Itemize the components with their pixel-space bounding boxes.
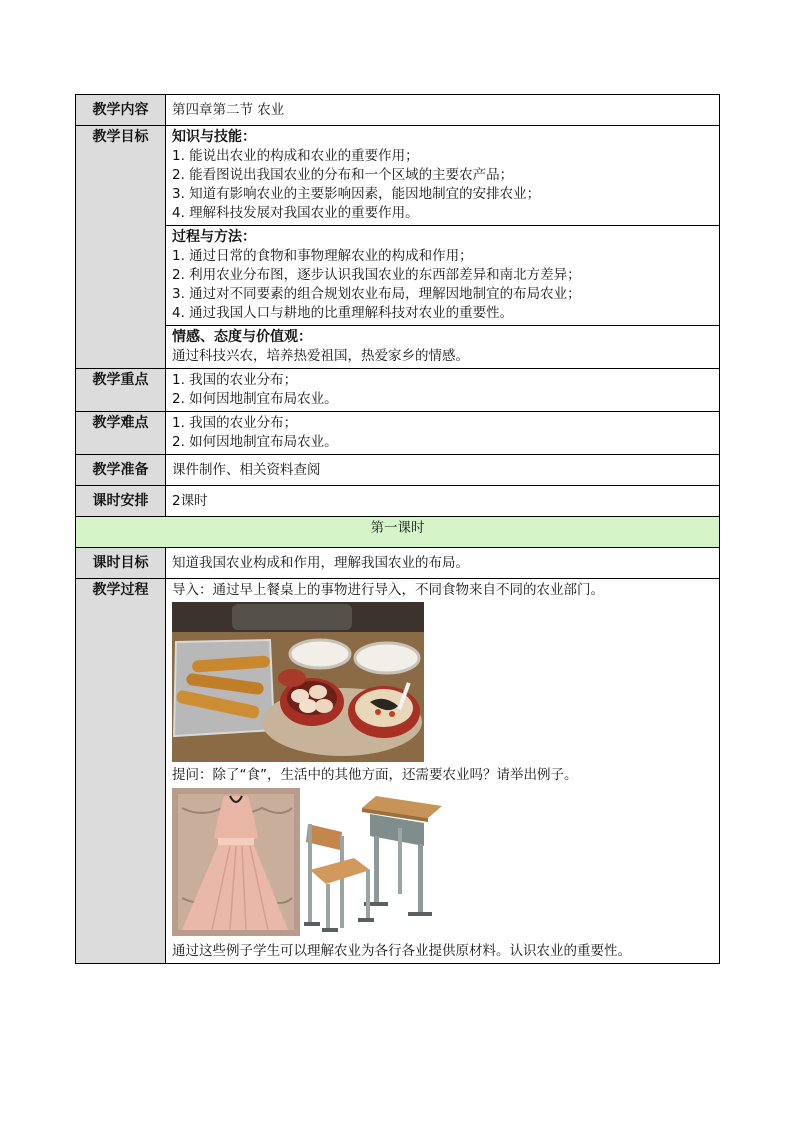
emotion-title: 情感、态度与价值观：: [172, 329, 312, 345]
goals-knowledge-cell: [166, 126, 720, 226]
knowledge-item-4: 4. 理解科技发展对我国农业的重要作用。: [172, 205, 419, 221]
session-title: 第一课时: [76, 517, 720, 548]
label-preparation: 教学准备: [76, 455, 166, 486]
desk-chair-photo: [300, 788, 446, 936]
process-question: 提问：除了“食”，生活中的其他方面，还需要农业吗？请举出例子。: [172, 767, 578, 783]
goals-process-cell: [166, 226, 720, 326]
knowledge-title: 知识与技能：: [172, 129, 256, 145]
goals-emotion-cell: [166, 326, 720, 369]
key-point-2: 2. 如何因地制宜布局农业。: [172, 391, 338, 407]
preparation-value: 课件制作、相关资料查阅: [166, 455, 720, 486]
process-item-1: 1. 通过日常的食物和事物理解农业的构成和作用；: [172, 248, 473, 264]
label-key-points: 教学重点: [76, 369, 166, 412]
key-points-cell: [166, 369, 720, 412]
label-session-goal: 课时目标: [76, 548, 166, 579]
process-conclusion: 通过这些例子学生可以理解农业为各行各业提供原材料。认识农业的重要性。: [172, 943, 631, 959]
process-cell: [166, 579, 720, 964]
knowledge-item-2: 2. 能看图说出我国农业的分布和一个区域的主要农产品；: [172, 167, 514, 183]
difficulty-2: 2. 如何因地制宜布局农业。: [172, 434, 338, 450]
label-schedule: 课时安排: [76, 486, 166, 517]
example-photos: [172, 788, 713, 936]
dress-photo: [172, 788, 300, 936]
lesson-plan-table: [75, 94, 720, 964]
label-process: 教学过程: [76, 579, 166, 964]
process-item-2: 2. 利用农业分布图，逐步认识我国农业的东西部差异和南北方差异；: [172, 267, 581, 283]
label-goals: 教学目标: [76, 126, 166, 369]
process-item-4: 4. 通过我国人口与耕地的比重理解科技对农业的重要性。: [172, 305, 514, 321]
difficulty-1: 1. 我国的农业分布；: [172, 415, 298, 431]
knowledge-item-1: 1. 能说出农业的构成和农业的重要作用；: [172, 148, 419, 164]
label-content: 教学内容: [76, 95, 166, 126]
key-point-1: 1. 我国的农业分布；: [172, 372, 298, 388]
difficulties-cell: [166, 412, 720, 455]
lesson-content-value: 第四章第二节 农业: [166, 95, 720, 126]
knowledge-item-3: 3. 知道有影响农业的主要影响因素，能因地制宜的安排农业；: [172, 186, 541, 202]
schedule-value: 2课时: [166, 486, 720, 517]
breakfast-photo: [172, 602, 424, 762]
label-difficulties: 教学难点: [76, 412, 166, 455]
emotion-text: 通过科技兴农，培养热爱祖国，热爱家乡的情感。: [172, 348, 469, 364]
process-item-3: 3. 通过对不同要素的组合规划农业布局，理解因地制宜的布局农业；: [172, 286, 581, 302]
process-title: 过程与方法：: [172, 229, 256, 245]
session-goal-value: 知道我国农业构成和作用，理解我国农业的布局。: [166, 548, 720, 579]
process-intro: 导入：通过早上餐桌上的事物进行导入，不同食物来自不同的农业部门。: [172, 582, 604, 598]
